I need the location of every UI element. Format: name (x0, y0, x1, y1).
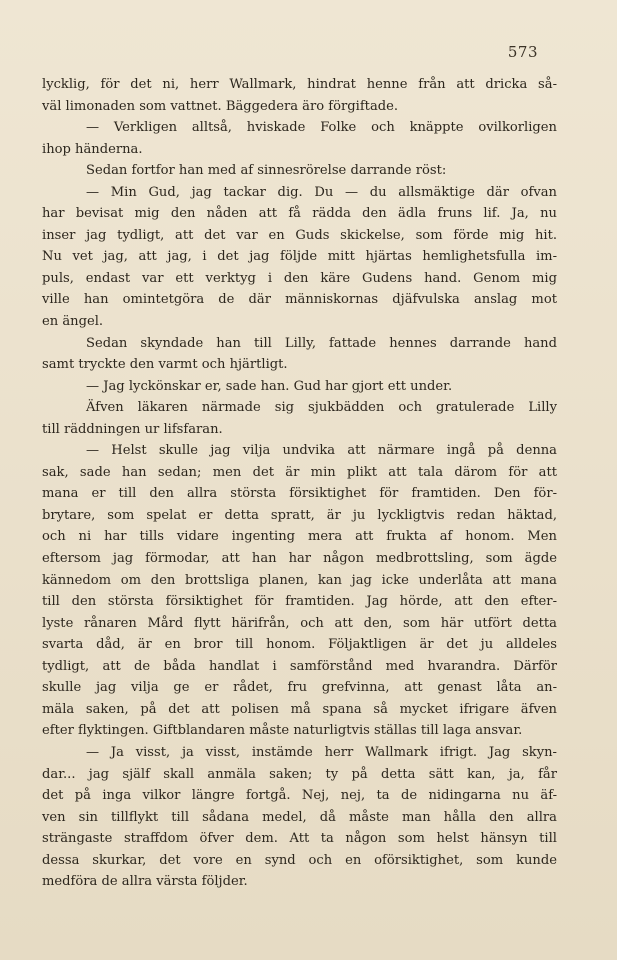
text-line: mäla saken, på det att polisen må spana så mycket ifrigare äfven (42, 701, 557, 717)
page-number: 573 (507, 43, 538, 61)
text-line: strängaste straffdom öfver dem. Att ta någon som helst hänsyn till (42, 831, 557, 847)
text-line: skulle jag vilja ge er rådet, fru grefvinna, att genast låta an- (42, 680, 557, 696)
text-line: — Jag lyckönskar er, sade han. Gud har gjort ett under. (86, 378, 453, 394)
text-line: ven sin tillflykt till sådana medel, då måste man hålla den allra (42, 809, 557, 825)
text-line: dessa skurkar, det vore en synd och en oförsiktighet, som kunde (42, 852, 557, 868)
text-line: sak, sade han sedan; men det är min plikt att tala därom för att (42, 464, 557, 480)
text-line: det på inga vilkor längre fortgå. Nej, nej, ta de nidingarna nu äf- (42, 788, 557, 804)
text-line: har bevisat mig den nåden att få rädda den ädla fruns lif. Ja, nu (42, 206, 557, 222)
text-line: Sedan fortfor han med af sinnesrörelse darrande röst: (86, 163, 447, 179)
body-text (42, 74, 557, 893)
text-line: Sedan skyndade han till Lilly, fattade hennes darrande hand (86, 335, 557, 351)
text-line: och ni har tills vidare ingenting mera att frukta af honom. Men (42, 529, 557, 545)
text-line: tydligt, att de båda handlat i samförstånd med hvarandra. Därför (42, 658, 557, 674)
text-line: ihop händerna. (42, 141, 143, 157)
text-line: — Helst skulle jag vilja undvika att närmare ingå på denna (86, 443, 557, 459)
text-line: dar... jag själf skall anmäla saken; ty på detta sätt kan, ja, får (42, 766, 557, 782)
text-line: Äfven läkaren närmade sig sjukbädden och gratulerade Lilly (86, 400, 557, 416)
text-line: inser jag tydligt, att det var en Guds skickelse, som förde mig hit. (42, 227, 557, 243)
text-line: samt tryckte den varmt och hjärtligt. (42, 357, 288, 373)
text-line: brytare, som spelat er detta spratt, är ju lyckligtvis redan häktad, (42, 507, 557, 523)
text-line: Nu vet jag, att jag, i det jag följde mitt hjärtas hemlighetsfulla im- (42, 249, 557, 265)
text-line: medföra de allra värsta följder. (42, 874, 248, 890)
text-line: kännedom om den brottsliga planen, kan jag icke underlåta att mana (42, 572, 557, 588)
text-line: lyste rånaren Mård flytt härifrån, och att den, som här utfört detta (42, 615, 557, 631)
text-line: ville han omintetgöra de där människornas djäfvulska anslag mot (42, 292, 557, 308)
text-line: till räddningen ur lifsfaran. (42, 421, 223, 437)
text-line: mana er till den allra största försiktighet för framtiden. Den för- (42, 486, 557, 502)
text-line: — Verkligen alltså, hviskade Folke och knäppte ovilkorligen (86, 120, 557, 136)
text-line: — Ja visst, ja visst, instämde herr Wallmark ifrigt. Jag skyn- (86, 744, 557, 760)
text-line: väl limonaden som vattnet. Bäggedera äro förgiftade. (42, 98, 399, 114)
text-line: efter flyktingen. Giftblandaren måste naturligtvis ställas till laga ansvar. (42, 723, 523, 739)
text-line: puls, endast var ett verktyg i den käre Gudens hand. Genom mig (42, 270, 557, 286)
text-line: — Min Gud, jag tackar dig. Du — du allsmäktige där ofvan (86, 184, 557, 200)
text-line: till den största försiktighet för framtiden. Jag hörde, att den efter- (42, 594, 557, 610)
text-line: lycklig, för det ni, herr Wallmark, hindrat henne från att dricka så- (42, 77, 557, 92)
text-line: svarta dåd, är en bror till honom. Följaktligen är det ju alldeles (42, 637, 557, 653)
text-line: en ängel. (42, 314, 104, 330)
text-line: eftersom jag förmodar, att han har någon medbrottsling, som ägde (42, 551, 557, 567)
